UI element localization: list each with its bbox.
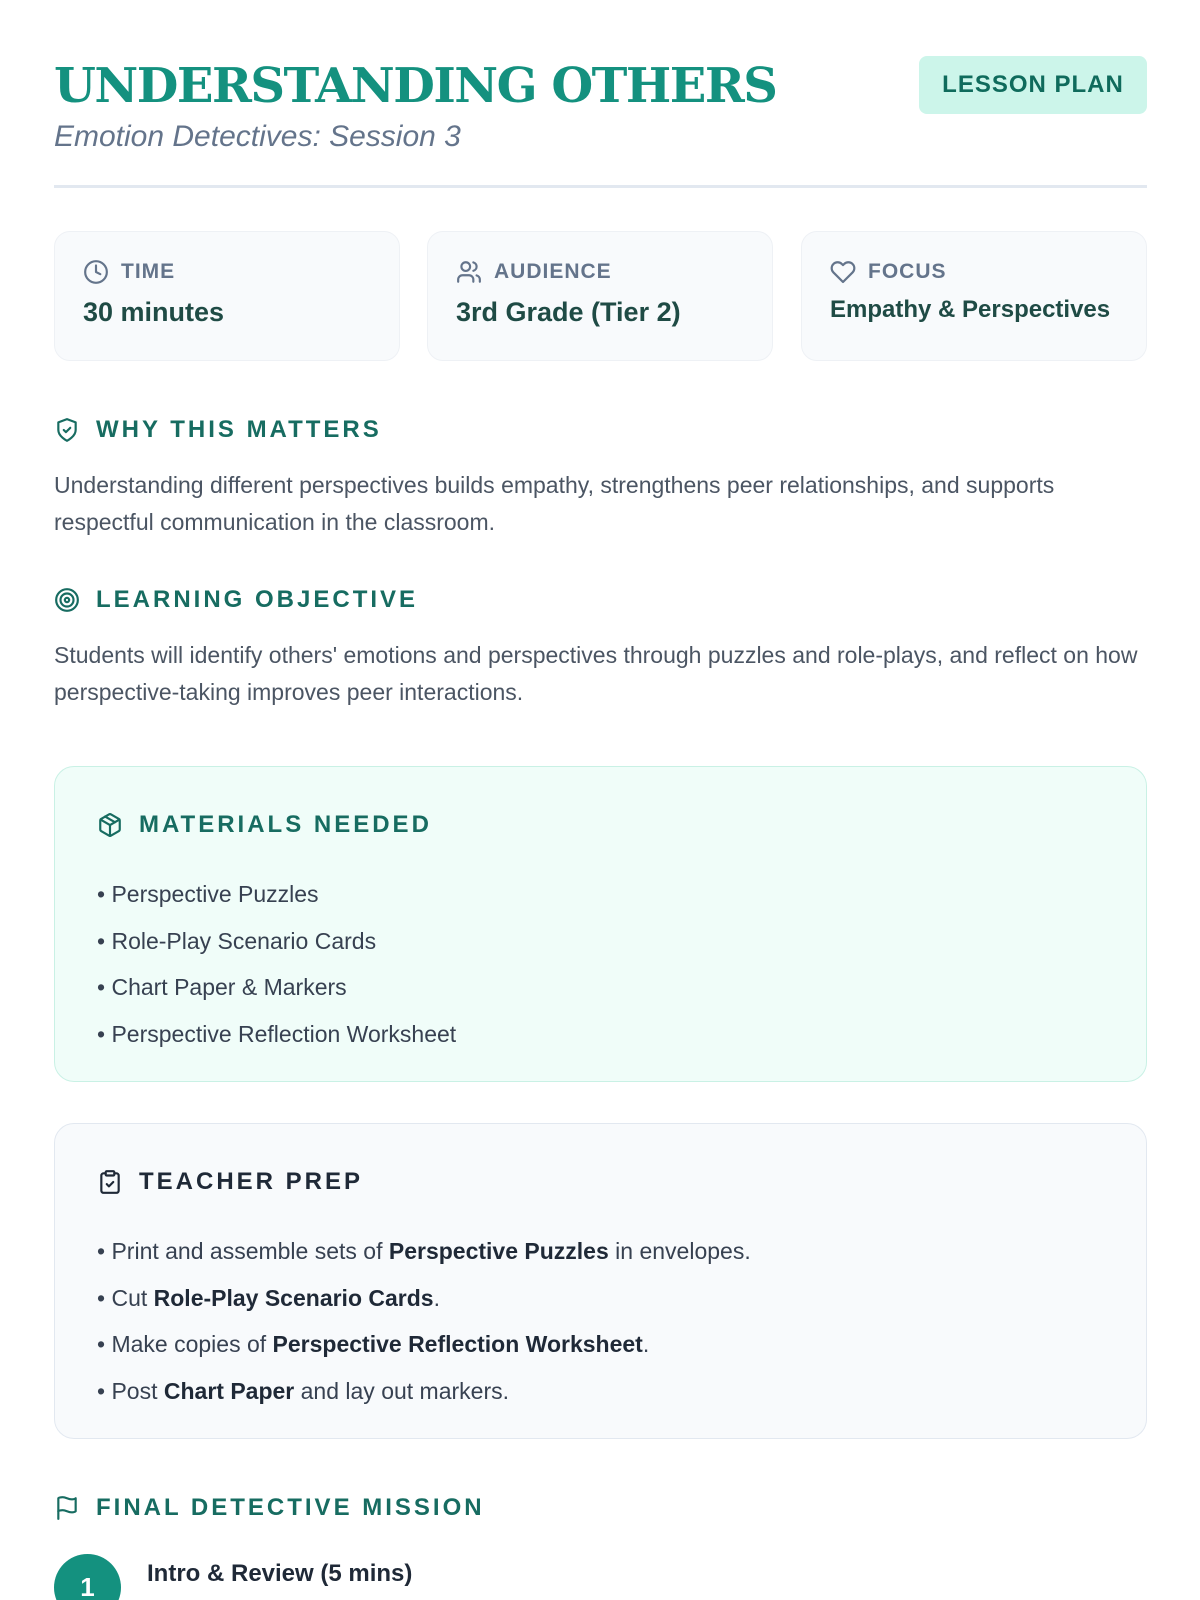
list-item: • Perspective Puzzles	[97, 881, 319, 907]
objective-heading-text: LEARNING OBJECTIVE	[96, 586, 419, 613]
list-item: • Make copies of Perspective Reflection Worksheet.	[97, 1331, 650, 1357]
list-item: • Chart Paper & Markers	[97, 974, 347, 1000]
users-icon	[456, 259, 482, 285]
materials-heading-text: MATERIALS NEEDED	[139, 811, 432, 838]
why-heading	[54, 416, 382, 444]
mission-heading-text: FINAL DETECTIVE MISSION	[96, 1494, 485, 1521]
materials-list	[97, 871, 456, 1057]
list-item: • Post Chart Paper and lay out markers.	[97, 1377, 510, 1404]
time-card	[54, 231, 400, 361]
focus-label: FOCUS	[868, 260, 947, 283]
prep-list	[97, 1228, 751, 1414]
focus-value: Empathy & Perspectives	[830, 296, 1111, 323]
prep-heading-text: TEACHER PREP	[139, 1168, 364, 1195]
objective-text: Students will identify others' emotions and perspectives through puzzles and role-plays, and reflect on how perspective-taking improves peer interactions.	[54, 642, 1138, 705]
materials-heading	[97, 811, 432, 839]
time-label: TIME	[121, 260, 176, 283]
lesson-plan-badge: LESSON PLAN	[919, 56, 1147, 114]
mission-heading	[54, 1494, 485, 1522]
shield-check-icon	[54, 417, 80, 443]
objective-heading	[54, 586, 418, 614]
clipboard-check-icon	[97, 1169, 123, 1195]
audience-label: AUDIENCE	[494, 260, 612, 283]
target-icon	[54, 587, 80, 613]
list-item: • Cut Role-Play Scenario Cards.	[97, 1284, 440, 1311]
page-header	[54, 56, 1147, 188]
prep-heading	[97, 1168, 363, 1196]
step-number-badge: 1	[54, 1554, 121, 1600]
teacher-prep-box	[54, 1123, 1147, 1439]
flag-icon	[54, 1495, 80, 1521]
time-value: 30 minutes	[83, 297, 225, 327]
materials-box	[54, 766, 1147, 1082]
list-item: • Print and assemble sets of Perspective Puzzles in envelopes.	[97, 1238, 751, 1264]
audience-card	[427, 231, 773, 361]
list-item: • Perspective Reflection Worksheet	[97, 1020, 457, 1047]
why-text: Understanding different perspectives builds empathy, strengthens peer relationships, and supports respectful communication in the classroom.	[54, 472, 1055, 535]
page-title: UNDERSTANDING OTHERS	[54, 58, 777, 114]
heart-icon	[830, 259, 856, 285]
focus-card	[801, 231, 1147, 361]
package-icon	[97, 812, 123, 838]
audience-value: 3rd Grade (Tier 2)	[456, 297, 681, 327]
page-subtitle: Emotion Detectives: Session 3	[54, 120, 461, 153]
list-item: • Role-Play Scenario Cards	[97, 927, 377, 954]
step-title: Intro & Review (5 mins)	[147, 1560, 413, 1587]
why-heading-text: WHY THIS MATTERS	[96, 416, 382, 443]
clock-icon	[83, 259, 109, 285]
